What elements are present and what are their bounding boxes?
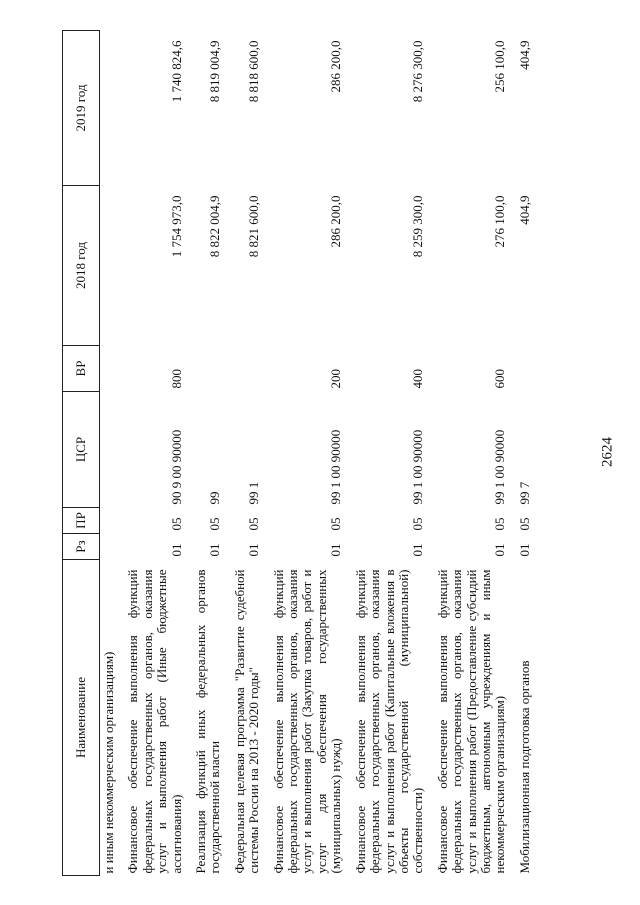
table-row [190,31,229,876]
row-name: Финансовое обеспечение выполнения функций федеральных государственных органов, оказания услуг и выполнения работ (Закупка товаров, работ и услуг для обеспечения государственных (муниципальных) нужд) [270,569,344,874]
header-2018: 2018 год [63,186,100,346]
row-name: Финансовое обеспечение выполнения функций федеральных государственных органов, оказания услуг и выполнения работ (Капитальные вложения в объекты государственной (муниципальной) собственности) [352,569,426,874]
table-row [350,31,432,876]
header-rz: Рз [63,534,100,560]
row-csr: 99 7 [516,481,532,505]
row-2019: 8 819 004,9 [207,40,223,103]
row-name: Финансовое обеспечение выполнения функций федеральных государственных органов, оказания услуг и выполнения работ (Иные бюджетные ассигнования) [125,569,184,874]
table-header-row [63,31,100,876]
row-2019: 8 818 600,0 [246,40,262,103]
row-vr [100,346,123,392]
row-name: Федеральная целевая программа "Развитие судебной системы России на 2013 - 2020 годы" [231,569,262,874]
row-2018: 1 754 973,0 [168,195,184,258]
row-pr: 05 [410,517,426,531]
row-pr: 05 [168,517,184,531]
table-row [514,31,538,876]
row-2019: 404,9 [516,40,532,70]
row-csr: 99 1 00 90000 [328,429,344,505]
row-2019: 286 200,0 [328,40,344,93]
row-pr: 05 [207,517,223,531]
row-vr [514,346,538,392]
row-rz: 01 [516,543,532,557]
row-vr [229,346,268,392]
row-csr [100,392,123,508]
row-2018: 8 259 300,0 [410,195,426,258]
row-pr: 05 [492,517,508,531]
row-name: Реализация функций иных федеральных органов государственной власти [193,569,223,874]
page-number: 2624 [599,437,616,467]
header-pr: ПР [63,508,100,534]
row-pr: 05 [246,517,262,531]
row-2019: 8 276 300,0 [410,40,426,103]
row-name: и иным некоммерческим организациям) [101,651,116,874]
header-csr: ЦСР [63,392,100,508]
rotated-page-content [62,31,572,876]
row-rz: 01 [207,543,223,557]
row-pr: 05 [328,517,344,531]
row-rz: 01 [328,543,344,557]
row-rz: 01 [492,543,508,557]
row-2018: 286 200,0 [328,195,344,248]
table-row [100,31,123,876]
row-vr: 200 [328,369,344,389]
row-2018: 8 821 600,0 [246,195,262,258]
row-csr: 99 1 00 90000 [492,429,508,505]
row-csr: 99 1 00 90000 [410,429,426,505]
row-rz: 01 [246,543,262,557]
row-2019: 1 740 824,6 [168,40,184,103]
table-row [229,31,268,876]
row-rz: 01 [168,543,184,557]
row-vr [190,346,229,392]
row-rz: 01 [410,543,426,557]
table-row [268,31,350,876]
table-row [122,31,190,876]
table-row [432,31,514,876]
row-2018 [100,186,123,346]
header-name: Наименование [63,560,100,876]
row-csr: 90 9 00 90000 [168,429,184,505]
row-2019 [100,31,123,186]
row-2018: 276 100,0 [492,195,508,248]
row-name: Финансовое обеспечение выполнения функций федеральных государственных органов, оказания услуг и выполнения работ (Предоставление субсидий бюджетным, автономным учреждениям и иным некоммерческим организациям) [434,569,508,874]
row-pr [100,508,123,534]
row-csr: 99 1 [246,481,262,505]
row-csr: 99 [207,491,223,505]
row-2018: 8 822 004,9 [207,195,223,258]
budget-table [62,30,538,876]
row-2019: 256 100,0 [492,40,508,93]
row-vr: 600 [492,369,508,389]
row-rz [100,534,123,560]
row-vr: 400 [410,369,426,389]
row-2018: 404,9 [516,195,532,225]
row-pr: 05 [516,517,532,531]
header-vr: ВР [63,346,100,392]
row-vr: 800 [168,369,184,389]
header-2019: 2019 год [63,31,100,186]
row-name: Мобилизационная подготовка органов [516,660,532,874]
